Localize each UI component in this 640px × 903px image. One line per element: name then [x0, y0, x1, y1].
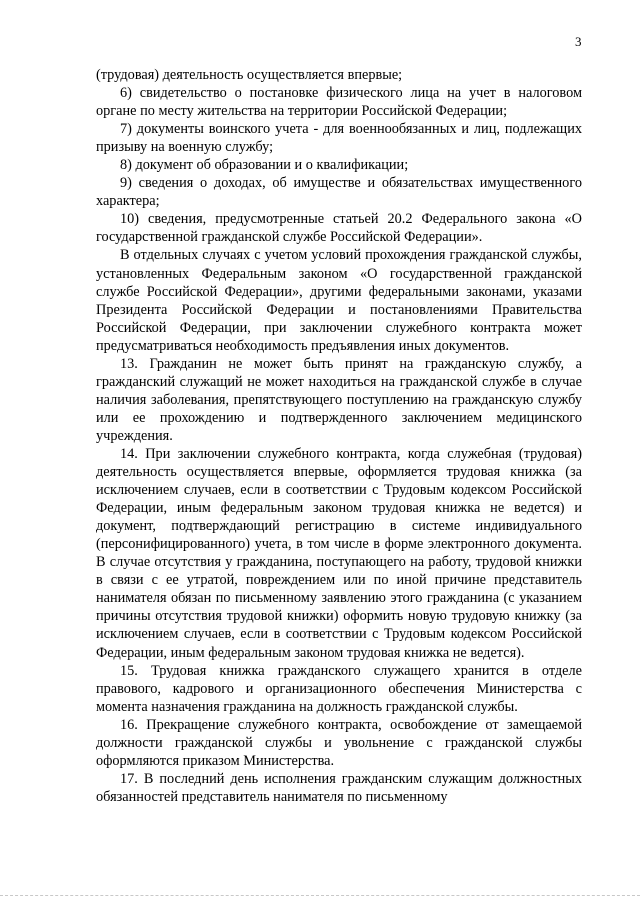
paragraph-item-6: 6) свидетельство о постановке физического лица на учет в налоговом органе по месту жительства на территории Российской Федерации; [96, 85, 582, 120]
paragraph-special-cases: В отдельных случаях с учетом условий прохождения гражданской службы, установленных Федеральным законом «О государственной гражданской службе Российской Федерации», другими федеральными законами, указами Президента Российской Федерации и постановлениями Правительства Российской Федерации, при заключении служебного контракта может предусматриваться необходимость предъявления иных документов. [96, 247, 582, 354]
paragraph-item-10: 10) сведения, предусмотренные статьей 20.2 Федерального закона «О государственной гражданской службе Российской Федерации». [96, 211, 582, 246]
paragraph-item-9: 9) сведения о доходах, об имуществе и обязательствах имущественного характера; [96, 175, 582, 210]
paragraph-17: 17. В последний день исполнения гражданским служащим должностных обязанностей представитель нанимателя по письменному [96, 770, 582, 805]
paragraph-continuation: (трудовая) деятельность осуществляется впервые; [96, 67, 403, 83]
paragraph-13: 13. Гражданин не может быть принят на гражданскую службу, а гражданский служащий не может находиться на гражданской службе в случае наличия заболевания, препятствующего поступлению на гражданскую службу или ее прохождению и подтвержденного заключением медицинского учреждения. [96, 355, 582, 444]
document-body [96, 66, 582, 806]
paragraph-14: 14. При заключении служебного контракта, когда служебная (трудовая) деятельность осуществляется впервые, оформляется трудовая книжка (за исключением случаев, если в соответствии с Трудовым кодексом Российской Федерации, иным федеральным законом трудовая книжка не ведется) и документ, подтверждающий регистрацию в системе индивидуального (персонифицированного) учета, в том числе в форме электронного документа. В случае отсутствия у гражданина, поступающего на работу, трудовой книжки в связи с ее утратой, повреждением или по иной причине представитель нанимателя обязан по письменному заявлению этого гражданина (с указанием причины отсутствия трудовой книжки) оформить новую трудовую книжку (за исключением случаев, если в соответствии с Трудовым кодексом Российской Федерации, иным федеральным законом трудовая книжка не ведется). [96, 445, 582, 661]
paragraph-16: 16. Прекращение служебного контракта, освобождение от замещаемой должности гражданской службы и увольнение с гражданской службы оформляются приказом Министерства. [96, 716, 582, 769]
paragraph-item-8: 8) документ об образовании и о квалификации; [120, 157, 409, 174]
scan-edge-line [0, 895, 640, 896]
paragraph-15: 15. Трудовая книжка гражданского служащего хранится в отделе правового, кадрового и организационного обеспечения Министерства с момента назначения гражданина на должность гражданской службы. [96, 662, 582, 715]
page-number: 3 [575, 34, 582, 49]
paragraph-item-7: 7) документы воинского учета - для военнообязанных и лиц, подлежащих призыву на военную службу; [96, 121, 582, 156]
